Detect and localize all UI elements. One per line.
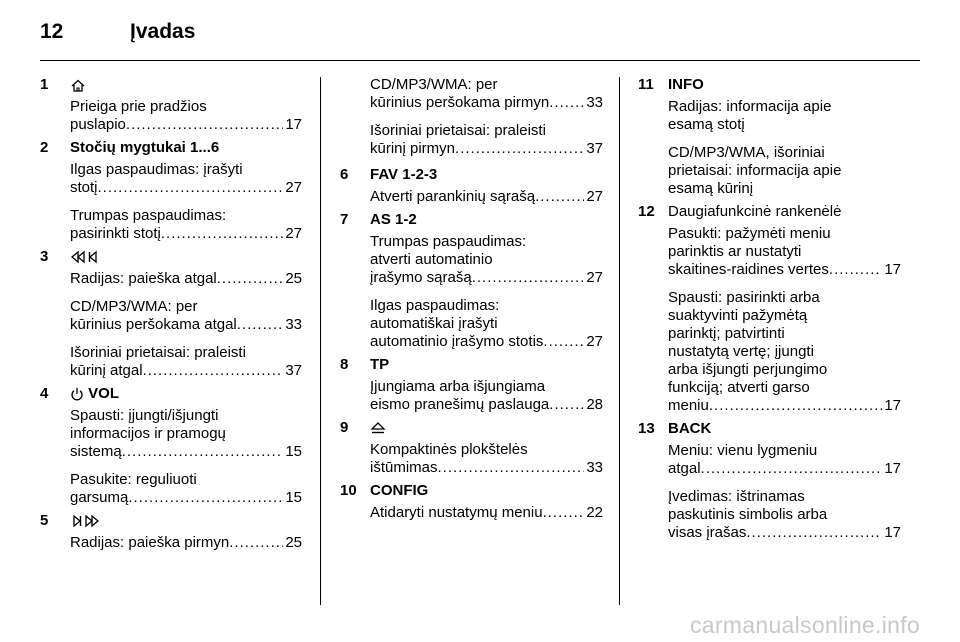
page-ref: 17	[884, 397, 901, 414]
entry-text: eismo pranešimų paslauga	[370, 396, 550, 413]
dot-leader	[535, 188, 584, 206]
entry	[70, 407, 302, 461]
entry-line: Meniu: vienu lygmeniu	[668, 442, 818, 459]
item-number: 3	[40, 248, 49, 265]
dot-leader	[126, 116, 283, 134]
dot-leader	[549, 94, 584, 112]
entry-reference	[370, 333, 603, 351]
entry-text: Atidaryti nustatymų meniu	[370, 504, 543, 521]
entry-line: funkciją; atverti garso	[668, 379, 810, 396]
entry	[70, 270, 302, 288]
entry-line: esamą kūrinį	[668, 180, 754, 197]
dot-leader	[128, 489, 283, 507]
entry-line: Kompaktinės plokštelės	[370, 441, 528, 458]
entry-reference	[70, 443, 302, 461]
entry	[70, 298, 302, 334]
page-ref: 25	[285, 270, 302, 287]
dot-leader	[217, 270, 284, 288]
entry-line: informacijos ir pramogų	[70, 425, 226, 442]
entry-reference	[370, 94, 603, 112]
entry-text: kūrinius peršokama pirmyn	[370, 94, 550, 111]
seek-forward-icon	[70, 514, 100, 528]
entry-line: Ilgas paspaudimas: įrašyti	[70, 161, 243, 178]
legend-item	[340, 356, 603, 414]
entry	[668, 98, 901, 134]
page-ref: 27	[586, 333, 603, 350]
item-label: AS 1-2	[370, 211, 417, 228]
legend-item	[638, 203, 901, 415]
page-ref: 33	[586, 94, 603, 111]
entry-reference	[668, 460, 901, 478]
item-label: CONFIG	[370, 482, 429, 499]
page-ref: 27	[285, 225, 302, 242]
legend-item	[638, 76, 901, 198]
entry-text: Radijas: paieška atgal	[70, 270, 217, 287]
item-label: TP	[370, 356, 390, 373]
item-number: 7	[340, 211, 349, 228]
page-header	[40, 18, 920, 58]
item-heading	[70, 512, 302, 530]
entry-text: meniu	[668, 397, 709, 414]
entry-text: ištūmimas	[370, 459, 438, 476]
entry-line: arba išjungti perjungimo	[668, 361, 828, 378]
item-label: Daugiafunkcinė rankenėlė	[668, 203, 842, 220]
item-number: 2	[40, 139, 49, 156]
item-label: INFO	[668, 76, 704, 93]
entry	[668, 144, 901, 198]
entry-line: Radijas: informacija apie	[668, 98, 832, 115]
legend-item	[340, 211, 603, 351]
legend-item	[40, 76, 302, 134]
item-label: Stočių mygtukai 1...6	[70, 139, 220, 156]
entry-reference	[370, 504, 603, 522]
entry-reference	[370, 140, 603, 158]
item-label: FAV 1-2-3	[370, 166, 438, 183]
entry-line: Išoriniai prietaisai: praleisti	[70, 344, 246, 361]
entry-line: Trumpas paspaudimas:	[70, 207, 227, 224]
page-ref: 27	[586, 188, 603, 205]
item-heading	[668, 203, 901, 221]
dot-leader	[543, 504, 585, 522]
entry-line: esamą stotį	[668, 116, 745, 133]
entry-reference	[70, 116, 302, 134]
entry-text: kūrinį pirmyn	[370, 140, 456, 157]
dot-leader	[143, 362, 284, 380]
entry-line: Ilgas paspaudimas:	[370, 297, 500, 314]
entry-text: automatinio įrašymo stotis	[370, 333, 544, 350]
page-title: Įvadas	[130, 20, 196, 43]
entry-reference	[70, 362, 302, 380]
entry-line: prietaisai: informacija apie	[668, 162, 842, 179]
item-number: 12	[638, 203, 655, 220]
column-2	[340, 76, 603, 522]
page-ref: 37	[285, 362, 302, 379]
entry-reference	[70, 316, 302, 334]
header-rule	[40, 60, 920, 61]
entry-text: garsumą	[70, 489, 129, 506]
entry-reference	[70, 489, 302, 507]
page-ref: 17	[285, 116, 302, 133]
entry-text: atgal	[668, 460, 701, 477]
dot-leader	[122, 443, 284, 461]
legend-item	[40, 139, 302, 243]
entry-line: nustatytą vertę; įjungti	[668, 343, 814, 360]
entry-text: pasirinkti stotį	[70, 225, 161, 242]
entry	[668, 488, 901, 542]
entry	[668, 442, 901, 478]
page-ref: 17	[884, 261, 901, 278]
entry-line: Pasukti: pažymėti meniu	[668, 225, 831, 242]
entry-line: parinktį; patvirtinti	[668, 325, 785, 342]
entry	[70, 344, 302, 380]
legend-item	[40, 248, 302, 380]
item-number: 9	[340, 419, 349, 436]
entry-line: CD/MP3/WMA, išoriniai	[668, 144, 825, 161]
dot-leader	[829, 261, 882, 279]
entry	[70, 98, 302, 134]
entry-text: stotį	[70, 179, 98, 196]
entry-line: Įvedimas: ištrinamas	[668, 488, 805, 505]
eject-icon	[370, 421, 386, 435]
entry-reference	[370, 459, 603, 477]
column-divider	[320, 77, 321, 605]
item-number: 13	[638, 420, 655, 437]
page-ref: 28	[586, 396, 603, 413]
item-number: 4	[40, 385, 49, 402]
entry-text: visas įrašas	[668, 524, 747, 541]
page-ref: 25	[285, 534, 302, 551]
item-heading	[370, 419, 603, 437]
entry	[370, 122, 603, 158]
entry-text: kūrinį atgal	[70, 362, 143, 379]
page-ref: 33	[285, 316, 302, 333]
item-heading	[70, 385, 302, 403]
dot-leader	[701, 460, 883, 478]
dot-leader	[98, 179, 284, 197]
entry-reference	[370, 396, 603, 414]
entry	[668, 225, 901, 279]
dot-leader	[472, 269, 585, 287]
entry	[370, 233, 603, 287]
entry-line: CD/MP3/WMA: per	[370, 76, 498, 93]
legend-item	[638, 420, 901, 542]
legend-item	[340, 419, 603, 477]
entry-line: paskutinis simbolis arba	[668, 506, 828, 523]
entry-reference	[668, 261, 901, 279]
dot-leader	[549, 396, 584, 414]
entry	[70, 534, 302, 552]
item-number: 1	[40, 76, 49, 93]
legend-item	[40, 512, 302, 552]
dot-leader	[237, 316, 284, 334]
entry-line: CD/MP3/WMA: per	[70, 298, 198, 315]
dot-leader	[746, 524, 882, 542]
dot-leader	[543, 333, 584, 351]
item-number: 6	[340, 166, 349, 183]
dot-leader	[438, 459, 585, 477]
entry-line: Pasukite: reguliuoti	[70, 471, 197, 488]
page-ref: 33	[586, 459, 603, 476]
item-heading	[370, 356, 603, 374]
column-3	[638, 76, 901, 542]
entry-line: atverti automatinio	[370, 251, 493, 268]
item-number: 8	[340, 356, 349, 373]
entry-line: Prieiga prie pradžios	[70, 98, 207, 115]
item-heading	[370, 482, 603, 500]
item-heading	[370, 211, 603, 229]
page-ref: 22	[586, 504, 603, 521]
entry-text: kūrinius peršokama atgal	[70, 316, 237, 333]
dot-leader	[229, 534, 283, 552]
page-ref: 15	[285, 443, 302, 460]
entry	[370, 441, 603, 477]
item-heading	[668, 76, 901, 94]
page-ref: 17	[884, 524, 901, 541]
entry	[370, 297, 603, 351]
item-label: BACK	[668, 420, 712, 437]
home-icon	[70, 78, 86, 93]
entry-reference	[70, 534, 302, 552]
seek-back-icon	[70, 250, 100, 264]
dot-leader	[161, 225, 283, 243]
entry-line: Spausti: pasirinkti arba	[668, 289, 820, 306]
entry-line: Trumpas paspaudimas:	[370, 233, 527, 250]
entry-reference	[668, 397, 901, 415]
entry	[668, 289, 901, 415]
item-heading	[370, 166, 603, 184]
item-label: VOL	[88, 385, 120, 402]
item-heading	[70, 248, 302, 266]
entry-reference	[70, 270, 302, 288]
legend-item	[340, 482, 603, 522]
entry-line: suaktyvinti pažymėtą	[668, 307, 808, 324]
legend-item	[40, 385, 302, 507]
entry-text: sistemą	[70, 443, 122, 460]
entry	[370, 76, 603, 112]
entry-line: Išoriniai prietaisai: praleisti	[370, 122, 546, 139]
dot-leader	[709, 397, 882, 415]
entry-line: Spausti: įjungti/išjungti	[70, 407, 219, 424]
page-ref: 15	[285, 489, 302, 506]
item-heading	[668, 420, 901, 438]
page-ref: 27	[586, 269, 603, 286]
item-heading	[70, 76, 302, 94]
item-number: 11	[638, 76, 654, 93]
item-heading	[70, 139, 302, 157]
power-icon	[70, 387, 84, 401]
item-number: 5	[40, 512, 49, 529]
entry-text: skaitines-raidines vertes	[668, 261, 829, 278]
entry-line: Įjungiama arba išjungiama	[370, 378, 546, 395]
dot-leader	[455, 140, 584, 158]
entry-reference	[370, 188, 603, 206]
entry-text: Radijas: paieška pirmyn	[70, 534, 230, 551]
entry-reference	[370, 269, 603, 287]
entry	[370, 378, 603, 414]
entry	[370, 188, 603, 206]
watermark: carmanualsonline.info	[689, 612, 920, 638]
entry-line: automatiškai įrašyti	[370, 315, 498, 332]
entry	[70, 471, 302, 507]
entry-text: Atverti parankinių sąrašą	[370, 188, 536, 205]
page-number: 12	[40, 20, 64, 43]
entry-text: įrašymo sąrašą	[370, 269, 472, 286]
entry-text: puslapio	[70, 116, 126, 133]
entry-reference	[70, 179, 302, 197]
page-ref: 17	[884, 460, 901, 477]
page-ref: 27	[285, 179, 302, 196]
legend-item	[340, 166, 603, 206]
entry	[370, 504, 603, 522]
page-ref: 37	[586, 140, 603, 157]
entry-line: parinktis ar nustatyti	[668, 243, 802, 260]
entry	[70, 161, 302, 197]
entry-reference	[668, 524, 901, 542]
column-divider	[619, 77, 620, 605]
column-1	[40, 76, 302, 552]
entry	[70, 207, 302, 243]
item-number: 10	[340, 482, 357, 499]
entry-reference	[70, 225, 302, 243]
